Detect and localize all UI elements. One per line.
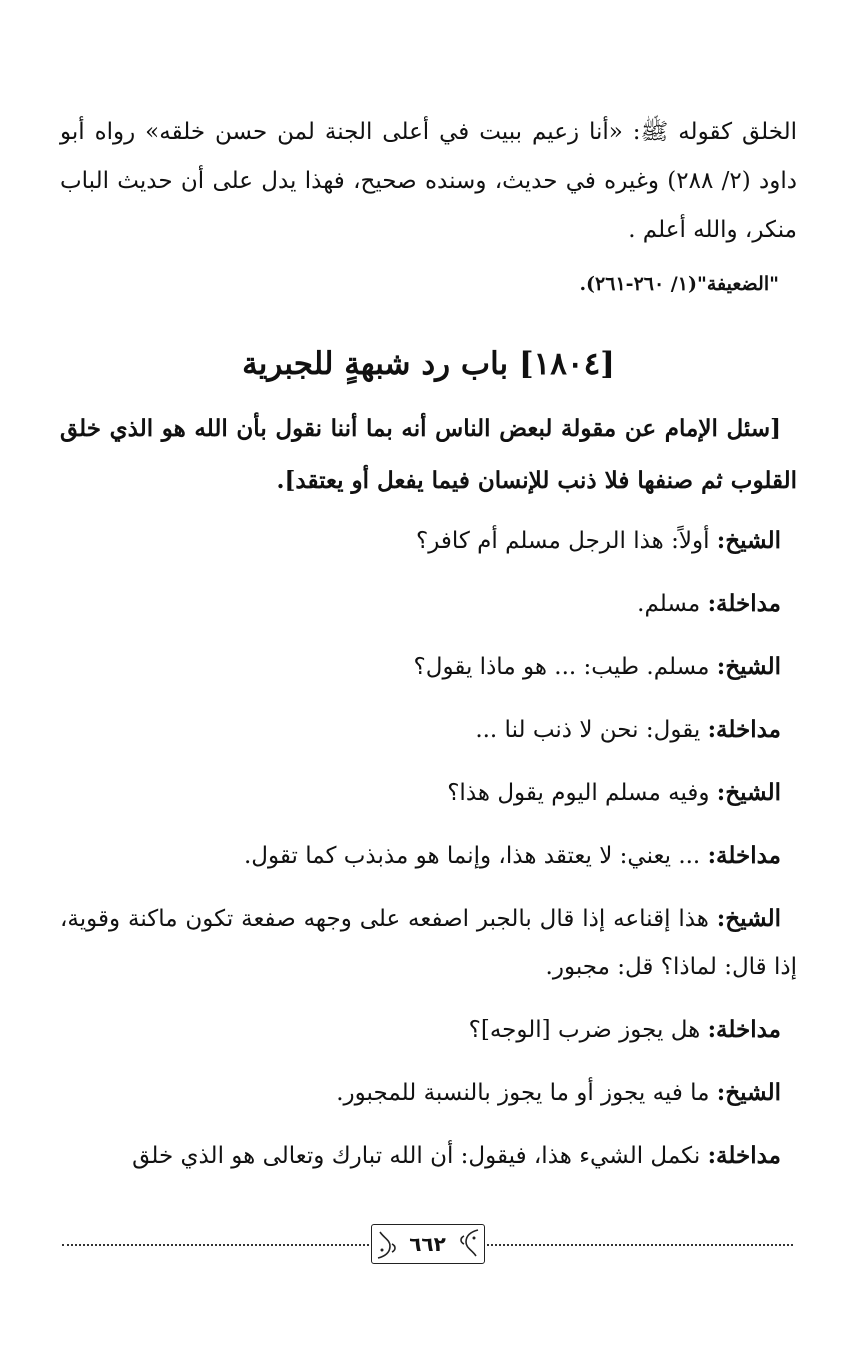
dialogue-turn xyxy=(60,769,797,817)
dialogue-turn xyxy=(60,580,797,628)
speaker-label: مداخلة: xyxy=(707,1142,781,1169)
dialogue-turn xyxy=(60,1132,797,1180)
page-number: ٦٦٢ xyxy=(409,1232,446,1256)
speaker-label: الشيخ: xyxy=(716,905,781,932)
speaker-label: الشيخ: xyxy=(716,527,781,554)
speaker-label: مداخلة: xyxy=(707,1016,781,1043)
speaker-label: مداخلة: xyxy=(707,842,781,869)
dialogue-turn xyxy=(60,895,797,991)
turn-text: هل يجوز ضرب [الوجه]؟ xyxy=(468,1017,708,1043)
speaker-label: مداخلة: xyxy=(707,716,781,743)
page-body xyxy=(60,108,797,1195)
turn-text: ... يعني: لا يعتقد هذا، وإنما هو مذبذب كما تقول. xyxy=(243,843,708,869)
dialogue-turn xyxy=(60,1006,797,1054)
dialogue-turn xyxy=(60,832,797,880)
turn-text: أولاً: هذا الرجل مسلم أم كافر؟ xyxy=(416,528,717,554)
dialogue-turn xyxy=(60,706,797,754)
dialogue-turn xyxy=(60,517,797,565)
speaker-label: الشيخ: xyxy=(716,779,781,806)
dialogue-turn xyxy=(60,1069,797,1117)
section-heading: [١٨٠٤] باب رد شبهةٍ للجبرية xyxy=(242,346,615,382)
turn-text: يقول: نحن لا ذنب لنا ... xyxy=(475,717,708,743)
turn-text: وفيه مسلم اليوم يقول هذا؟ xyxy=(447,780,717,806)
question-paragraph: [سئل الإمام عن مقولة لبعض الناس أنه بما أننا نقول بأن الله هو الذي خلق القلوب ثم صنفها فلا ذنب للإنسان فيما يفعل أو يعتقد]. xyxy=(60,415,797,494)
intro-paragraph: الخلق كقوله ﷺ: «أنا زعيم ببيت في أعلى الجنة لمن حسن خلقه» رواه أبو داود (٢/ ٢٨٨) وغيره في حديث، وسنده صحيح، فهذا يدل على أن حديث الباب منكر، والله أعلم . xyxy=(60,119,798,243)
source-citation: "الضعيفة"(١/ ٢٦٠-٢٦١). xyxy=(579,273,779,295)
turn-text: مسلم. طيب: ... هو ماذا يقول؟ xyxy=(413,654,717,680)
corner-ornament-icon xyxy=(458,1228,480,1260)
page-footer xyxy=(62,1222,793,1272)
speaker-label: الشيخ: xyxy=(716,1079,781,1106)
turn-text: ما فيه يجوز أو ما يجوز بالنسبة للمجبور. xyxy=(336,1080,717,1106)
corner-ornament-icon xyxy=(376,1228,398,1260)
turn-text: هذا إقناعه إذا قال بالجبر اصفعه على وجهه صفعة تكون ماكنة وقوية، إذا قال: لماذا؟ قل: مجبور. xyxy=(60,906,797,980)
speaker-label: مداخلة: xyxy=(707,590,781,617)
dialogue-turn xyxy=(60,643,797,691)
speaker-label: الشيخ: xyxy=(716,653,781,680)
dialogue xyxy=(60,517,797,1180)
turn-text: مسلم. xyxy=(637,591,708,617)
page-number-frame xyxy=(371,1224,485,1264)
turn-text: نكمل الشيء هذا، فيقول: أن الله تبارك وتعالى هو الذي خلق xyxy=(132,1143,708,1169)
